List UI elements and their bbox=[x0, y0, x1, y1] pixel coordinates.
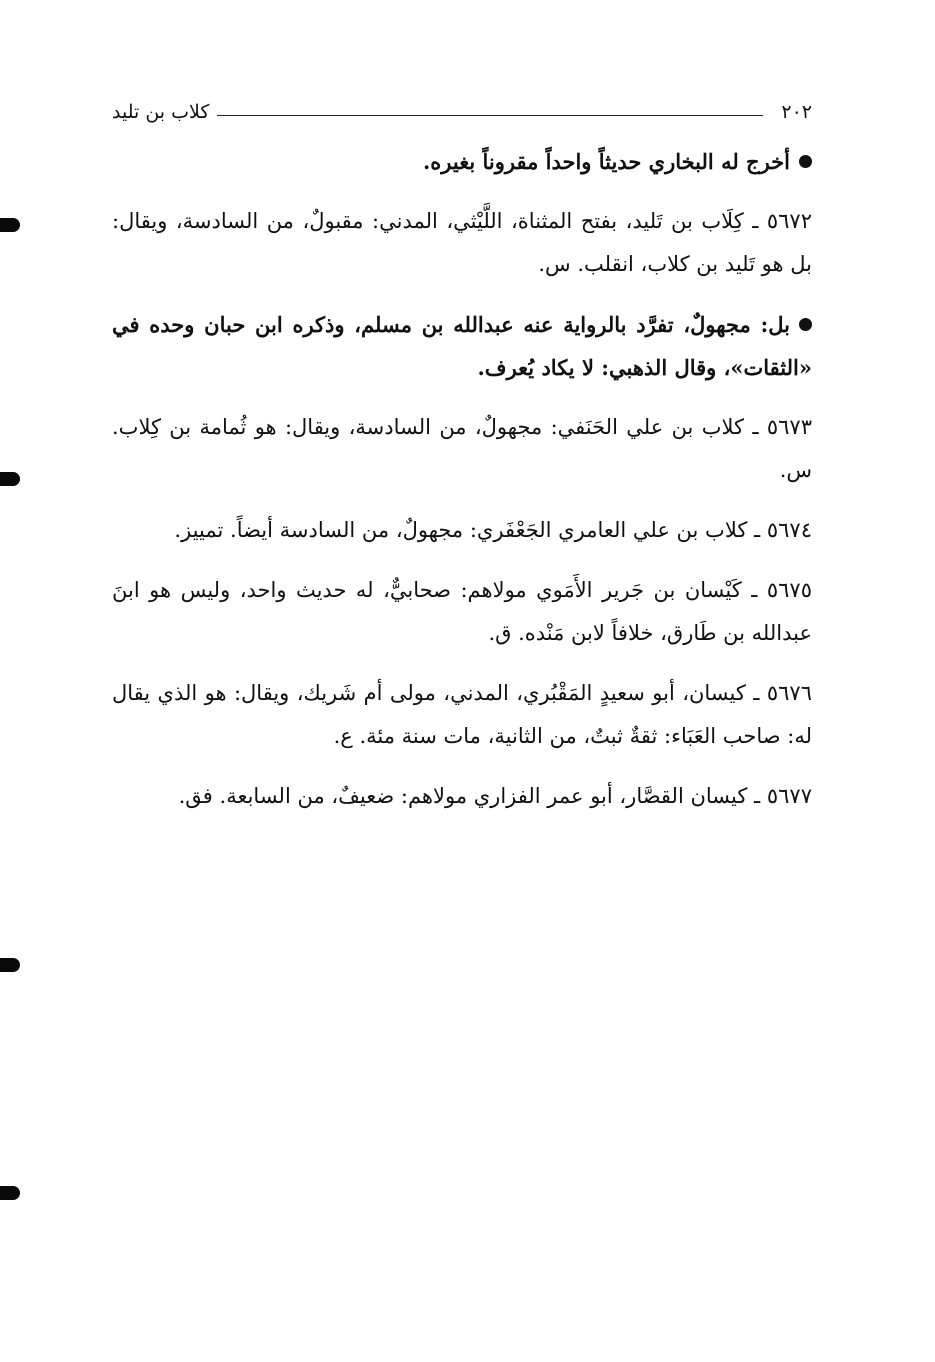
biography-entry: ٥٦٧٤ ـ كلاب بن علي العامري الجَعْفَري: مجهولٌ، من السادسة أيضاً. تمييز. bbox=[174, 518, 812, 542]
entry-text: كلاب بن علي العامري الجَعْفَري: مجهولٌ، من السادسة أيضاً. تمييز. bbox=[174, 518, 748, 542]
bullet-icon bbox=[799, 318, 812, 331]
entry-text: كَيْسان بن جَرير الأَمَوي مولاهم: صحابيٌّ، له حديث واحد، وليس هو ابنَ عبدالله بن طَارق، خلافاً لابن مَنْده. ق. bbox=[112, 578, 812, 645]
page-number: ٢٠٢ bbox=[781, 101, 812, 123]
entry-text: كِلَاب بن تَليد، بفتح المثناة، اللَّيْثي، المدني: مقبولٌ، من السادسة، ويقال: بل هو تَليد بن كلاب، انقلب. س. bbox=[112, 209, 812, 276]
entry-text: كلاب بن علي الحَنَفي: مجهولٌ، من السادسة، ويقال: هو ثُمامة بن كِلاب. س. bbox=[112, 415, 812, 482]
binding-mark bbox=[0, 958, 20, 972]
page-body bbox=[112, 140, 812, 835]
note-text: بل: مجهولٌ، تفرَّد بالرواية عنه عبدالله بن مسلم، وذكره ابن حبان وحده في «الثقات»، وقال الذهبي: لا يكاد يُعرف. bbox=[112, 312, 812, 380]
page-header bbox=[112, 98, 812, 126]
entry-number: ٥٦٧٦ bbox=[766, 681, 812, 705]
entry-number: ٥٦٧٤ bbox=[766, 518, 812, 542]
header-rule bbox=[217, 115, 763, 116]
entry-text: كيسان القصَّار، أبو عمر الفزاري مولاهم: ضعيفٌ، من السابعة. فق. bbox=[178, 784, 748, 808]
commentary-note bbox=[112, 303, 812, 389]
note-text: أخرج له البخاري حديثاً واحداً مقروناً بغيره. bbox=[422, 149, 790, 174]
entry-number: ٥٦٧٥ bbox=[766, 578, 812, 602]
entry-text: كيسان، أبو سعيدٍ المَقْبُري، المدني، مولى أم شَريك، ويقال: هو الذي يقال له: صاحب العَبَاء: ثقةٌ ثبتٌ، من الثانية، مات سنة مئة. ع. bbox=[112, 681, 812, 748]
commentary-note bbox=[112, 140, 812, 183]
bullet-icon bbox=[799, 155, 812, 168]
entry-number: ٥٦٧٧ bbox=[766, 784, 812, 808]
running-title: كلاب بن تليد bbox=[112, 101, 210, 123]
biography-entry: ٥٦٧٥ ـ كَيْسان بن جَرير الأَمَوي مولاهم: صحابيٌّ، له حديث واحد، وليس هو ابنَ عبدالله بن طَارق، خلافاً لابن مَنْده. ق. bbox=[112, 578, 812, 645]
binding-mark bbox=[0, 472, 20, 486]
entry-number: ٥٦٧٢ bbox=[766, 209, 812, 233]
biography-entry: ٥٦٧٦ ـ كيسان، أبو سعيدٍ المَقْبُري، المدني، مولى أم شَريك، ويقال: هو الذي يقال له: صاحب العَبَاء: ثقةٌ ثبتٌ، من الثانية، مات سنة مئة. ع. bbox=[112, 681, 812, 748]
biography-entry: ٥٦٧٧ ـ كيسان القصَّار، أبو عمر الفزاري مولاهم: ضعيفٌ، من السابعة. فق. bbox=[178, 784, 812, 808]
binding-mark bbox=[0, 218, 20, 232]
entry-number: ٥٦٧٣ bbox=[766, 415, 812, 439]
binding-mark bbox=[0, 1186, 20, 1200]
biography-entry: ٥٦٧٣ ـ كلاب بن علي الحَنَفي: مجهولٌ، من السادسة، ويقال: هو ثُمامة بن كِلاب. س. bbox=[112, 415, 812, 482]
biography-entry: ٥٦٧٢ ـ كِلَاب بن تَليد، بفتح المثناة، اللَّيْثي، المدني: مقبولٌ، من السادسة، ويقال: بل هو تَليد بن كلاب، انقلب. س. bbox=[112, 209, 812, 276]
